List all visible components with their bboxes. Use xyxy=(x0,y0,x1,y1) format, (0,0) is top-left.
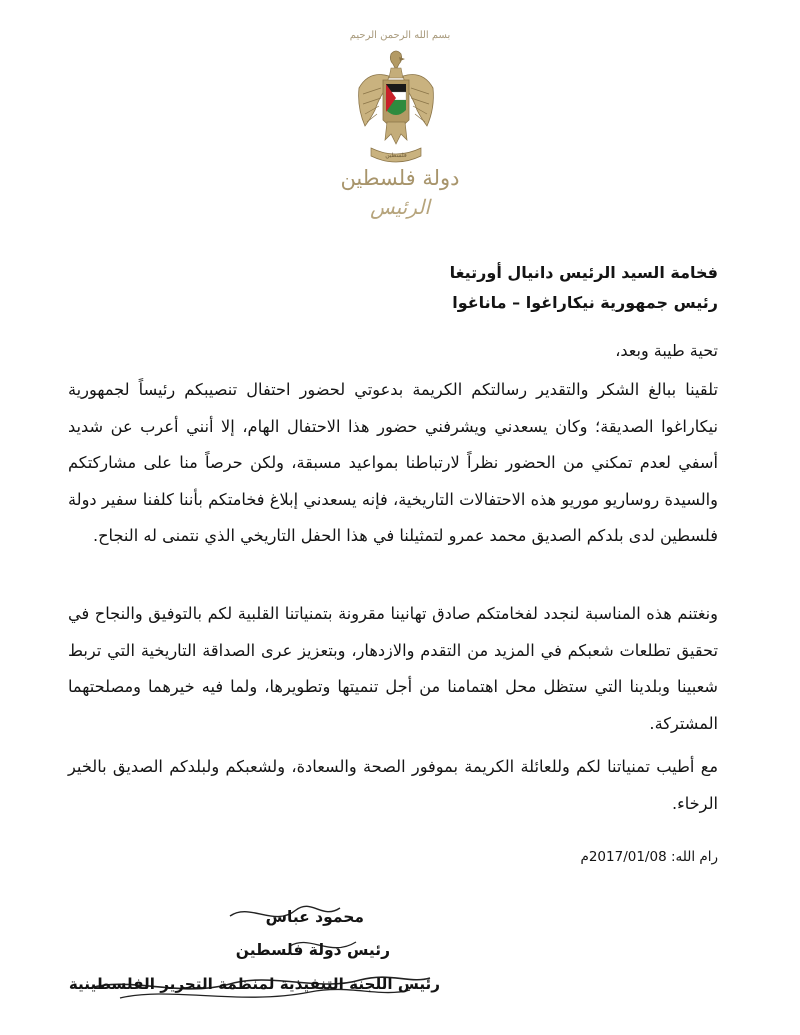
letter-date: رام الله: 2017/01/08م xyxy=(580,849,718,865)
eagle-emblem-icon xyxy=(355,48,437,168)
paragraph-2: ونغتنم هذه المناسبة لنجدد لفخامتكم صادق تهانينا مقرونة بتمنياتنا القلبية لكم بالتوفيق والنجاح في تحقيق تطلعات شعبكم في المزيد من التقدم والازدهار، وبتعزيز عرى الصداقة التاريخية التي تربط شعبينا وبلدينا التي ستظل محل اهتمامنا من أجل تنميتها وتطويرها، ولما فيه خيرهما ومصلحتهما المشتركة. xyxy=(68,604,718,733)
state-name: دولة فلسطين xyxy=(340,166,460,190)
president-office: الرئيس xyxy=(370,195,430,219)
svg-text:فلسطين: فلسطين xyxy=(385,152,407,159)
signatory-title-1: رئيس دولة فلسطين xyxy=(235,941,390,959)
basmala-text: بسم الله الرحمن الرحيم xyxy=(349,30,451,41)
signatory-title-2: رئيس اللجنة التنفيذية لمنظمة التحرير الفلسطينية xyxy=(68,975,440,993)
addressee-line-1: فخامة السيد الرئيس دانيال أورتيغا xyxy=(449,263,718,282)
addressee-line-2: رئيس جمهورية نيكاراغوا – ماناغوا xyxy=(452,293,718,312)
letterhead xyxy=(0,0,800,230)
greeting: تحية طيبة وبعد، xyxy=(615,341,718,360)
signatory-name: محمود عباس xyxy=(265,908,364,926)
paragraph-3: مع أطيب تمنياتنا لكم وللعائلة الكريمة بموفور الصحة والسعادة، ولشعبكم ولبلدكم الصديق بالخير الرخاء. xyxy=(68,757,718,813)
signature-block xyxy=(60,880,440,1030)
paragraph-1: تلقينا ببالغ الشكر والتقدير رسالتكم الكريمة بدعوتي لحضور احتفال تنصيبكم رئيساً لجمهورية نيكاراغوا الصديقة؛ وكان يسعدني ويشرفني حضور هذا الاحتفال الهام، إلا أنني أعرب عن شديد أسفي لعدم تمكني من الحضور نظراً لارتباطنا بمواعيد مسبقة، ولكن حرصاً منا على مشاركتكم والسيدة روساريو موريو هذه الاحتفالات التاريخية، فإنه يسعدني إبلاغ فخامتكم بأننا كلفنا سفير دولة فلسطين لدى بلدكم الصديق محمد عمرو لتمثيلنا في هذا الحفل التاريخي الذي نتمنى له النجاح. xyxy=(68,380,718,545)
